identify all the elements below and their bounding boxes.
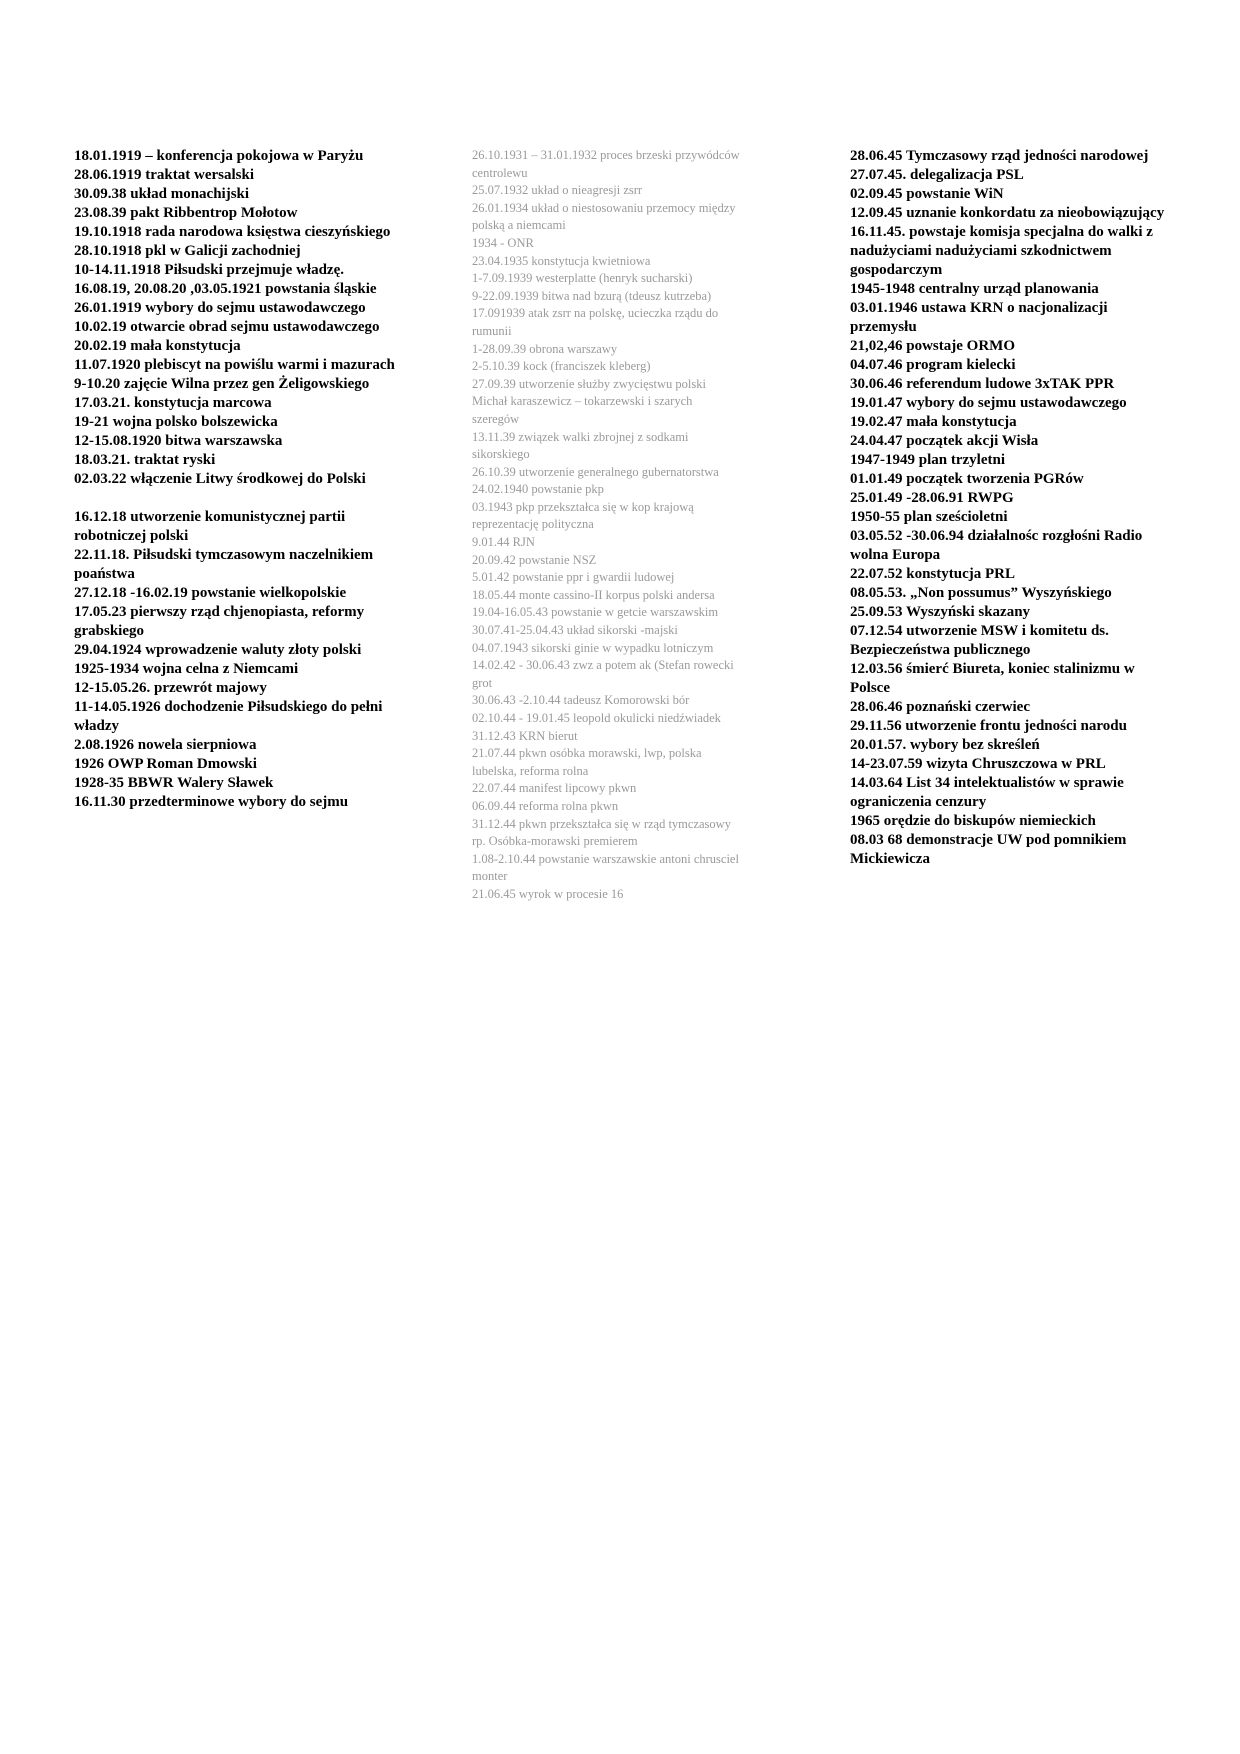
timeline-entry: 31.12.43 KRN bierut bbox=[472, 728, 578, 743]
timeline-entry: 1926 OWP Roman Dmowski bbox=[74, 756, 257, 772]
timeline-entry: 19.01.47 wybory do sejmu ustawodawczego bbox=[850, 395, 1127, 411]
left-column bbox=[74, 147, 404, 812]
timeline-entry: 07.12.54 utworzenie MSW i komitetu ds. Bezpieczeństwa publicznego bbox=[850, 623, 1109, 658]
timeline-entry: 9-22.09.1939 bitwa nad bzurą (tdeusz kutrzeba) bbox=[472, 288, 712, 303]
timeline-entry: 14.03.64 List 34 intelektualistów w sprawie ograniczenia cenzury bbox=[850, 775, 1124, 810]
timeline-entry: 03.1943 pkp przekształca się w kop krajową reprezentację polityczna bbox=[472, 499, 694, 532]
timeline-entry: 2-5.10.39 kock (franciszek kleberg) bbox=[472, 359, 651, 374]
timeline-entry: 18.01.1919 – konferencja pokojowa w Paryżu bbox=[74, 148, 364, 164]
timeline-entry: 20.09.42 powstanie NSZ bbox=[472, 552, 597, 567]
timeline-entry: 19.04-16.05.43 powstanie w getcie warszawskim bbox=[472, 605, 719, 620]
timeline-entry: 26.01.1919 wybory do sejmu ustawodawczego bbox=[74, 300, 366, 316]
timeline-entry: 03.01.1946 ustawa KRN o nacjonalizacji przemysłu bbox=[850, 300, 1108, 335]
timeline-entry: 08.05.53. „Non possumus” Wyszyńskiego bbox=[850, 585, 1112, 601]
timeline-entry: 29.04.1924 wprowadzenie waluty złoty polski bbox=[74, 642, 362, 658]
timeline-entry: 30.09.38 układ monachijski bbox=[74, 186, 250, 202]
timeline-entry: 20.02.19 mała konstytucja bbox=[74, 338, 241, 354]
timeline-entry: 26.10.1931 – 31.01.1932 proces brzeski przywódców centrolewu bbox=[472, 148, 740, 180]
timeline-entry: 1947-1949 plan trzyletni bbox=[850, 452, 1005, 468]
timeline-entry: 1934 - ONR bbox=[472, 235, 534, 250]
timeline-entry: 1928-35 BBWR Walery Sławek bbox=[74, 775, 274, 791]
timeline-entry: 17.05.23 pierwszy rząd chjenopiasta, reformy grabskiego bbox=[74, 604, 365, 639]
timeline-entry: 20.01.57. wybory bez skreśleń bbox=[850, 737, 1040, 753]
right-column bbox=[850, 147, 1170, 869]
timeline-entry: 14.02.42 - 30.06.43 zwz a potem ak (Stefan rowecki grot bbox=[472, 658, 734, 690]
timeline-entry: 23.08.39 pakt Ribbentrop Mołotow bbox=[74, 205, 298, 221]
timeline-entry: 2.08.1926 nowela sierpniowa bbox=[74, 737, 257, 753]
timeline-entry: 06.09.44 reforma rolna pkwn bbox=[472, 798, 619, 813]
timeline-entry: 19.02.47 mała konstytucja bbox=[850, 414, 1017, 430]
timeline-entry: 1965 orędzie do biskupów niemieckich bbox=[850, 813, 1096, 829]
timeline-entry: 22.11.18. Piłsudski tymczasowym naczelnikiem poaństwa bbox=[74, 547, 374, 582]
timeline-entry: 29.11.56 utworzenie frontu jedności narodu bbox=[850, 718, 1127, 734]
timeline-entry: 16.08.19, 20.08.20 ,03.05.1921 powstania śląskie bbox=[74, 281, 377, 297]
timeline-entry: 21.07.44 pkwn osóbka morawski, lwp, polska lubelska, reforma rolna bbox=[472, 746, 702, 778]
timeline-entry: 12-15.05.26. przewrót majowy bbox=[74, 680, 267, 696]
timeline-entry: 9.01.44 RJN bbox=[472, 535, 535, 550]
timeline-entry: 27.07.45. delegalizacja PSL bbox=[850, 167, 1024, 183]
timeline-entry: 21,02,46 powstaje ORMO bbox=[850, 338, 1015, 354]
timeline-entry: 18.03.21. traktat ryski bbox=[74, 452, 216, 468]
timeline-entry: 26.01.1934 układ o niestosowaniu przemocy między polską a niemcami bbox=[472, 200, 736, 233]
timeline-entry: 30.06.43 -2.10.44 tadeusz Komorowski bór bbox=[472, 693, 690, 708]
timeline-entry: 9-10.20 zajęcie Wilna przez gen Żeligowskiego bbox=[74, 376, 370, 392]
timeline-entry: 13.11.39 związek walki zbrojnej z sodkami sikorskiego bbox=[472, 429, 689, 462]
timeline-entry: 28.06.46 poznański czerwiec bbox=[850, 699, 1030, 715]
timeline-entry: 24.02.1940 powstanie pkp bbox=[472, 482, 604, 497]
timeline-entry: 30.07.41-25.04.43 układ sikorski -majski bbox=[472, 623, 678, 638]
timeline-entry: 02.10.44 - 19.01.45 leopold okulicki niedźwiadek bbox=[472, 711, 721, 725]
timeline-entry: 1-28.09.39 obrona warszawy bbox=[472, 341, 618, 356]
timeline-entry: 1945-1948 centralny urząd planowania bbox=[850, 281, 1099, 297]
timeline-entry: 1.08-2.10.44 powstanie warszawskie antoni chrusciel monter bbox=[472, 851, 739, 884]
timeline-entry: 31.12.44 pkwn przekształca się w rząd tymczasowy rp. Osóbka-morawski premierem bbox=[472, 816, 731, 849]
timeline-entry: 30.06.46 referendum ludowe 3xTAK PPR bbox=[850, 376, 1115, 392]
timeline-entry: 04.07.46 program kielecki bbox=[850, 357, 1016, 373]
timeline-entry: 22.07.44 manifest lipcowy pkwn bbox=[472, 781, 637, 796]
timeline-entry: 19-21 wojna polsko bolszewicka bbox=[74, 414, 278, 430]
timeline-entry: 16.11.30 przedterminowe wybory do sejmu bbox=[74, 794, 349, 810]
timeline-entry: 02.09.45 powstanie WiN bbox=[850, 186, 1004, 202]
timeline-entry: 19.10.1918 rada narodowa księstwa cieszyńskiego bbox=[74, 224, 391, 240]
timeline-entry: 27.12.18 -16.02.19 powstanie wielkopolskie bbox=[74, 585, 347, 601]
timeline-entry: 12-15.08.1920 bitwa warszawska bbox=[74, 433, 283, 449]
timeline-entry: 08.03 68 demonstracje UW pod pomnikiem Mickiewicza bbox=[850, 832, 1127, 867]
timeline-entry: 11-14.05.1926 dochodzenie Piłsudskiego do pełni władzy bbox=[74, 699, 383, 734]
timeline-entry: 10.02.19 otwarcie obrad sejmu ustawodawczego bbox=[74, 319, 380, 335]
spacer bbox=[74, 489, 404, 508]
timeline-entry: 1950-55 plan sześcioletni bbox=[850, 509, 1008, 525]
timeline-entry: 5.01.42 powstanie ppr i gwardii ludowej bbox=[472, 570, 675, 585]
timeline-entry: 28.06.45 Tymczasowy rząd jedności narodowej bbox=[850, 148, 1149, 164]
timeline-entry: 11.07.1920 plebiscyt na powiślu warmi i mazurach bbox=[74, 357, 395, 373]
timeline-entry: 17.03.21. konstytucja marcowa bbox=[74, 395, 272, 411]
timeline-entry: 27.09.39 utworzenie służby zwycięstwu polski Michał karaszewicz – tokarzewski i szarych szeregów bbox=[472, 376, 706, 426]
timeline-entry: 14-23.07.59 wizyta Chruszczowa w PRL bbox=[850, 756, 1106, 772]
timeline-entry: 18.05.44 monte cassino-II korpus polski andersa bbox=[472, 587, 715, 602]
timeline-entry: 01.01.49 początek tworzenia PGRów bbox=[850, 471, 1084, 487]
timeline-entry: 16.11.45. powstaje komisja specjalna do walki z nadużyciami nadużyciami szkodnictwem gospodarczym bbox=[850, 224, 1153, 278]
timeline-entry: 25.09.53 Wyszyński skazany bbox=[850, 604, 1031, 620]
timeline-entry: 28.06.1919 traktat wersalski bbox=[74, 167, 254, 183]
timeline-entry: 12.03.56 śmierć Biureta, koniec stalinizmu w Polsce bbox=[850, 661, 1135, 696]
timeline-entry: 02.03.22 włączenie Litwy środkowej do Polski bbox=[74, 471, 366, 487]
timeline-entry: 16.12.18 utworzenie komunistycznej partii robotniczej polski bbox=[74, 509, 346, 544]
timeline-entry: 1-7.09.1939 westerplatte (henryk sucharski) bbox=[472, 271, 693, 286]
timeline-entry: 21.06.45 wyrok w procesie 16 bbox=[472, 886, 624, 901]
timeline-entry: 17.091939 atak zsrr na polskę, ucieczka rządu do rumunii bbox=[472, 306, 719, 338]
timeline-entry: 24.04.47 początek akcji Wisła bbox=[850, 433, 1039, 449]
timeline-entry: 25.01.49 -28.06.91 RWPG bbox=[850, 490, 1014, 506]
middle-column bbox=[472, 147, 742, 904]
timeline-entry: 25.07.1932 układ o nieagresji zsrr bbox=[472, 183, 643, 198]
timeline-entry: 10-14.11.1918 Piłsudski przejmuje władzę. bbox=[74, 262, 344, 278]
timeline-entry: 03.05.52 -30.06.94 działalnośc rozgłośni Radio wolna Europa bbox=[850, 528, 1143, 563]
timeline-entry: 26.10.39 utworzenie generalnego gubernatorstwa bbox=[472, 464, 719, 479]
timeline-entry: 1925-1934 wojna celna z Niemcami bbox=[74, 661, 299, 677]
timeline-entry: 04.07.1943 sikorski ginie w wypadku lotniczym bbox=[472, 640, 714, 655]
timeline-entry: 12.09.45 uznanie konkordatu za nieobowiązujący bbox=[850, 205, 1165, 221]
timeline-entry: 28.10.1918 pkl w Galicji zachodniej bbox=[74, 243, 301, 259]
timeline-entry: 23.04.1935 konstytucja kwietniowa bbox=[472, 253, 651, 268]
timeline-entry: 22.07.52 konstytucja PRL bbox=[850, 566, 1016, 582]
